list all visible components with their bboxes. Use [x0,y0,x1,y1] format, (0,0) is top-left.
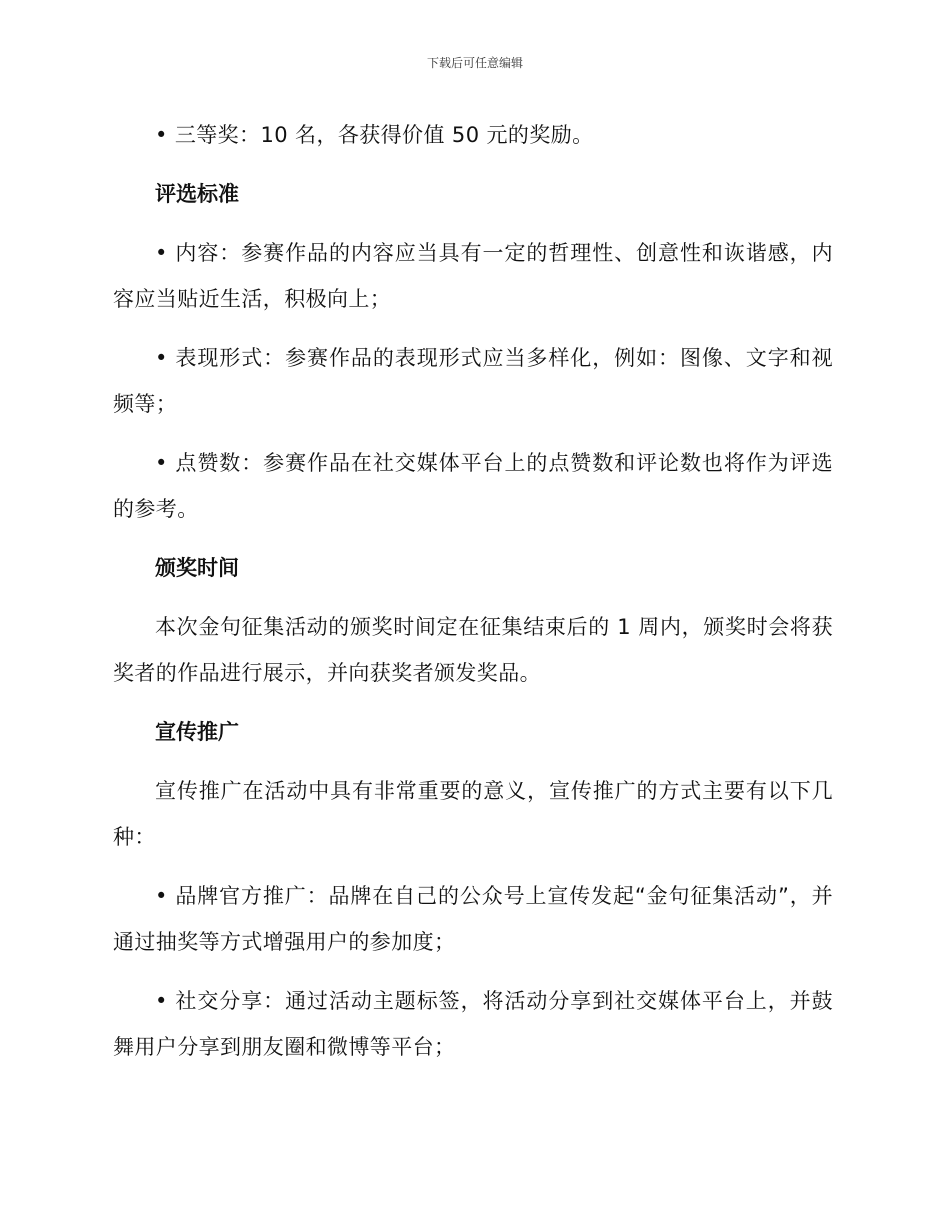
paragraph-social-sharing: • 社交分享：通过活动主题标签，将活动分享到社交媒体平台上，并鼓舞用户分享到朋友圈和微博等平台； [113,989,833,1059]
heading-award-time: 颁奖时间 [155,556,239,580]
paragraph-third-prize: • 三等奖：10 名，各获得价值 50 元的奖励。 [155,123,594,147]
paragraph-promotion-intro: 宣传推广在活动中具有非常重要的意义，宣传推广的方式主要有以下几种： [113,779,833,849]
paragraph-content-criterion: • 内容：参赛作品的内容应当具有一定的哲理性、创意性和诙谐感，内容应当贴近生活，积极向上； [113,241,833,311]
document-body [113,112,833,1083]
header-note: 下载后可任意编辑 [426,56,523,70]
paragraph-likes-criterion: • 点赞数：参赛作品在社交媒体平台上的点赞数和评论数也将作为评选的参考。 [113,451,833,521]
paragraph-award-time: 本次金句征集活动的颁奖时间定在征集结束后的 1 周内，颁奖时会将获奖者的作品进行展示，并向获奖者颁发奖品。 [113,615,833,685]
paragraph-form-criterion: • 表现形式：参赛作品的表现形式应当多样化，例如：图像、文字和视频等； [113,346,833,416]
paragraph-brand-promotion: • 品牌官方推广：品牌在自己的公众号上宣传发起“金句征集活动”，并通过抽奖等方式增强用户的参加度； [113,884,833,954]
heading-promotion: 宣传推广 [155,720,239,744]
heading-criteria: 评选标准 [155,182,239,206]
